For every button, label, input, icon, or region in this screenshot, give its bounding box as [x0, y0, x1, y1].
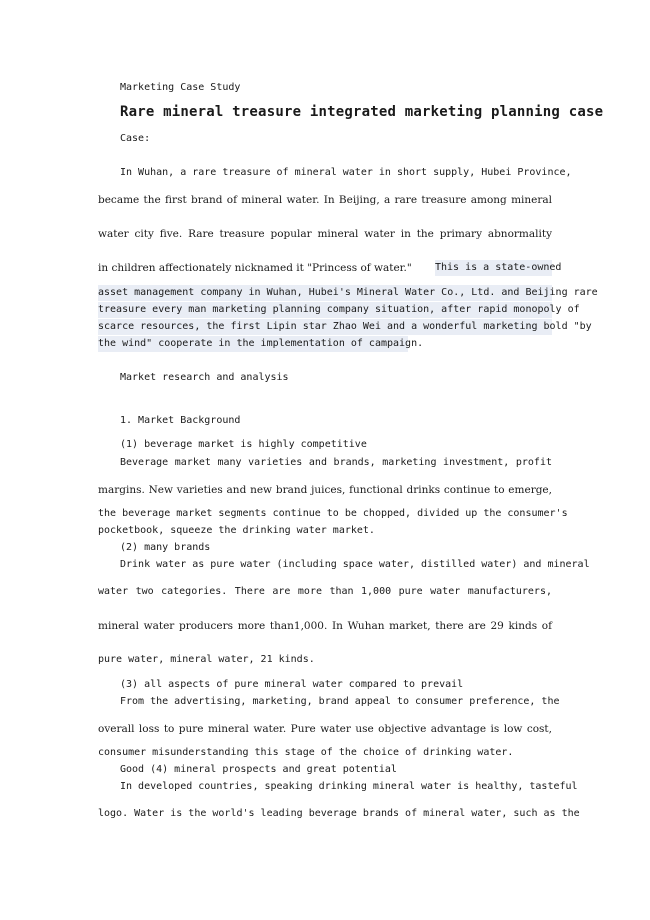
intro-highlight: treasure every man marketing planning company situation, after rapid monopoly of	[98, 302, 552, 318]
body-line: Drink water as pure water (including space water, distilled water) and mineral	[120, 559, 590, 570]
intro-highlight: This is a state-owned	[435, 260, 552, 276]
intro-highlight: asset management company in Wuhan, Hubei's Mineral Water Co., Ltd. and Beijing rare	[98, 285, 552, 301]
intro-line: water city five. Rare treasure popular mineral water in the primary abnormality	[98, 228, 552, 240]
intro-line: in children affectionately nicknamed it "Princess of water."	[98, 262, 412, 274]
body-line: pocketbook, squeeze the drinking water market.	[98, 525, 375, 536]
body-line: overall loss to pure mineral water. Pure water use objective advantage is low cost,	[98, 723, 552, 735]
body-line: From the advertising, marketing, brand appeal to consumer preference, the	[120, 696, 560, 707]
document-title: Rare mineral treasure integrated marketing planning case	[120, 104, 604, 120]
body-line: consumer misunderstanding this stage of the choice of drinking water.	[98, 747, 514, 758]
intro-highlight: the wind" cooperate in the implementation of campaign.	[98, 336, 408, 352]
subheading: (2) many brands	[120, 542, 211, 553]
body-line: the beverage market segments continue to be chopped, divided up the consumer's	[98, 508, 568, 519]
body-line: pure water, mineral water, 21 kinds.	[98, 654, 315, 665]
body-line: In developed countries, speaking drinking mineral water is healthy, tasteful	[120, 781, 578, 792]
intro-highlight: scarce resources, the first Lipin star Zhao Wei and a wonderful marketing bold "by	[98, 319, 552, 335]
body-line: water two categories. There are more than 1,000 pure water manufacturers,	[98, 586, 552, 597]
case-label: Case:	[120, 133, 151, 144]
document-header: Marketing Case Study	[120, 82, 241, 93]
body-line: Beverage market many varieties and brands, marketing investment, profit	[120, 457, 552, 468]
subheading: Good (4) mineral prospects and great potential	[120, 764, 397, 775]
body-line: mineral water producers more than1,000. In Wuhan market, there are 29 kinds of	[98, 620, 552, 632]
intro-line: In Wuhan, a rare treasure of mineral water in short supply, Hubei Province,	[120, 167, 572, 178]
subheading: (3) all aspects of pure mineral water compared to prevail	[120, 679, 464, 690]
section-heading: Market research and analysis	[120, 372, 289, 383]
subheading: (1) beverage market is highly competitive	[120, 439, 367, 450]
background-heading: 1. Market Background	[120, 415, 241, 426]
intro-line: became the first brand of mineral water. In Beijing, a rare treasure among mineral	[98, 194, 552, 206]
body-line: margins. New varieties and new brand juices, functional drinks continue to emerge,	[98, 484, 552, 496]
body-line: logo. Water is the world's leading beverage brands of mineral water, such as the	[98, 808, 580, 819]
